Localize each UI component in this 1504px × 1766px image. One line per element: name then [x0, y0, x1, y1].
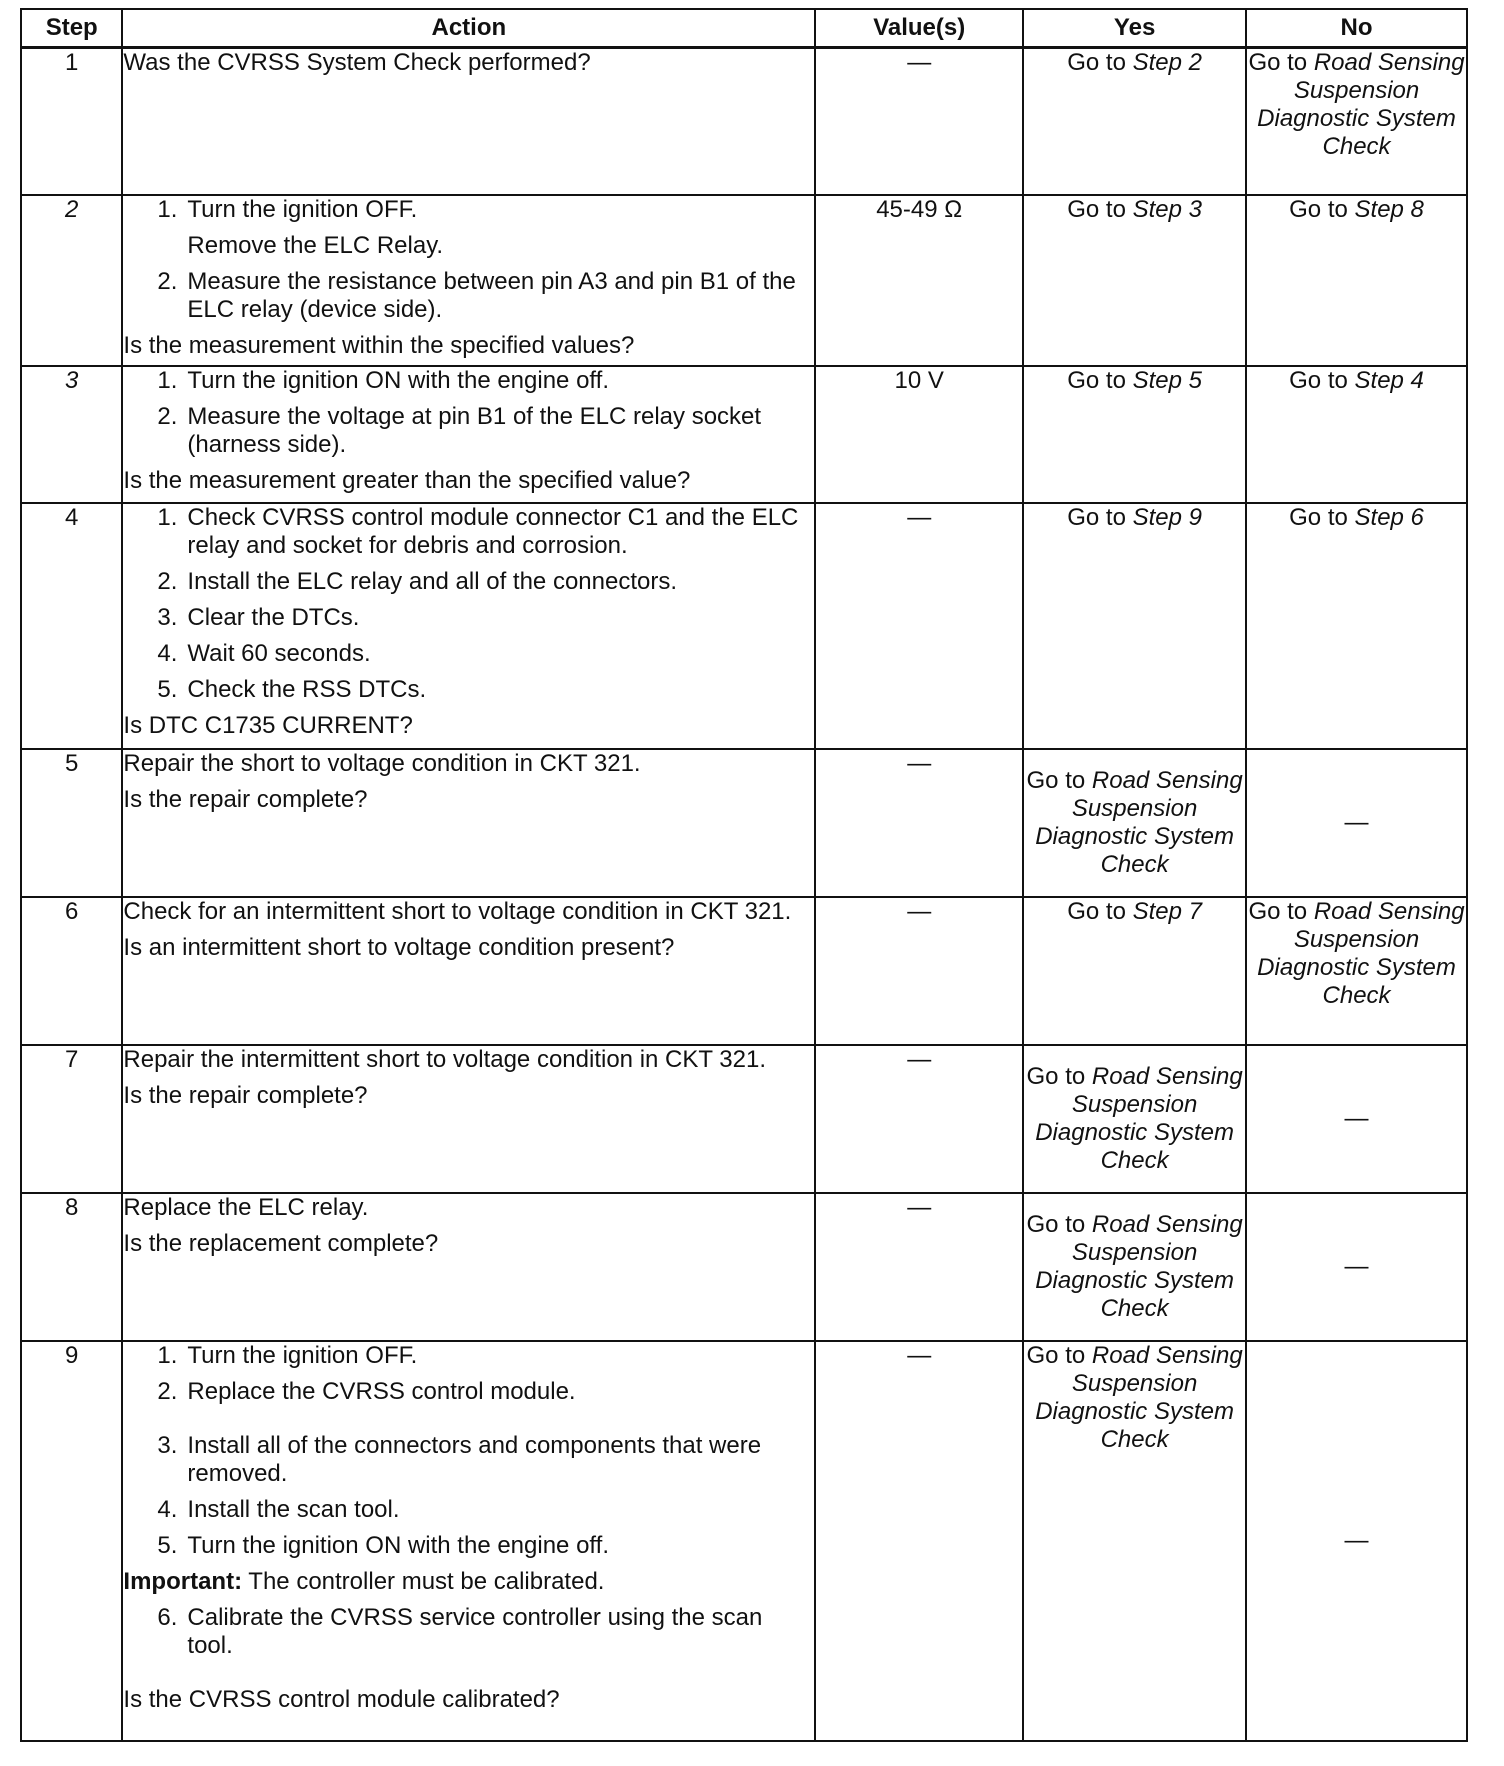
action-cell: [122, 48, 815, 195]
no-cell: [1246, 48, 1467, 195]
table-row: [21, 1045, 1467, 1193]
important-note: [123, 1568, 814, 1596]
yes-link[interactable]: Road Sensing Suspension Diagnostic System Check: [1035, 766, 1243, 878]
action-question: Is the repair complete?: [123, 1081, 368, 1109]
action-text: Repair the intermittent short to voltage condition in CKT 321.: [123, 1045, 766, 1073]
yes-cell: Go to Road Sensing Suspension Diagnostic System Check: [1023, 1045, 1246, 1193]
action-cell: [122, 366, 815, 503]
yes-cell: Go to Road Sensing Suspension Diagnostic System Check: [1023, 749, 1246, 897]
action-question: Is the measurement within the specified values?: [123, 331, 635, 359]
action-question: Is an intermittent short to voltage condition present?: [123, 933, 675, 961]
value-cell: —: [815, 749, 1023, 897]
value-cell: —: [815, 897, 1023, 1045]
yes-cell: Go to Step 9: [1023, 503, 1246, 749]
important-label: Important:: [123, 1567, 243, 1595]
step-number: 5: [21, 749, 122, 897]
header-values: Value(s): [815, 9, 1023, 48]
list-item: 5. Turn the ignition ON with the engine off.: [157, 1531, 609, 1559]
no-cell: Go to Step 6: [1246, 503, 1467, 749]
yes-link[interactable]: Step 2: [1132, 49, 1202, 76]
table-row: [21, 1341, 1467, 1741]
no-link[interactable]: Road Sensing Suspension Diagnostic System Check: [1257, 897, 1465, 1009]
list-item: 1. Turn the ignition ON with the engine off.: [157, 366, 609, 394]
action-text: Repair the short to voltage condition in CKT 321.: [123, 749, 641, 777]
list-item: 2. Install the ELC relay and all of the connectors.: [157, 567, 678, 595]
table-row: [21, 503, 1467, 749]
no-cell: Go to Step 4: [1246, 366, 1467, 503]
no-prefix: Go to: [1248, 49, 1314, 76]
table-row: [21, 897, 1467, 1045]
value-cell: —: [815, 503, 1023, 749]
yes-link[interactable]: Road Sensing Suspension Diagnostic System Check: [1035, 1062, 1243, 1174]
step-number: 1: [21, 48, 122, 195]
table-row: [21, 195, 1467, 366]
action-cell: [122, 897, 815, 1045]
no-cell: —: [1246, 1341, 1467, 1741]
no-link[interactable]: Road Sensing Suspension Diagnostic System Check: [1257, 49, 1465, 160]
no-link[interactable]: Step 4: [1354, 366, 1424, 394]
step-number: 2: [21, 195, 122, 366]
action-question: Is the CVRSS control module calibrated?: [123, 1685, 560, 1713]
header-yes: Yes: [1023, 9, 1246, 48]
action-cell: [122, 1341, 815, 1741]
list-item: 3. Clear the DTCs.: [157, 603, 360, 631]
list-item: 4. Install the scan tool.: [157, 1495, 400, 1523]
yes-cell: Go to Road Sensing Suspension Diagnostic System Check: [1023, 1193, 1246, 1341]
table-row: [21, 749, 1467, 897]
table-row: [21, 366, 1467, 503]
step-number: 7: [21, 1045, 122, 1193]
yes-link[interactable]: Step 5: [1132, 366, 1202, 394]
value-cell: —: [815, 1341, 1023, 1741]
no-cell: —: [1246, 749, 1467, 897]
action-cell: [122, 1045, 815, 1193]
value-cell: —: [815, 1045, 1023, 1193]
yes-link[interactable]: Step 9: [1132, 503, 1202, 531]
diagnostic-table: [20, 8, 1468, 1742]
header-no: No: [1246, 9, 1467, 48]
yes-cell: Go to Step 5: [1023, 366, 1246, 503]
no-link[interactable]: Step 8: [1354, 195, 1424, 223]
step-number: 4: [21, 503, 122, 749]
step-number: 6: [21, 897, 122, 1045]
header-row: [21, 9, 1467, 48]
list-item: 2. Measure the resistance between pin A3 and pin B1 of the ELC relay (device side).: [157, 267, 796, 323]
header-step: Step: [21, 9, 122, 48]
yes-link[interactable]: Step 3: [1132, 195, 1202, 223]
step-number: 3: [21, 366, 122, 503]
action-question: Is the replacement complete?: [123, 1229, 439, 1257]
value-cell: 10 V: [815, 366, 1023, 503]
no-cell: Go to Step 8: [1246, 195, 1467, 366]
action-question: Is the measurement greater than the specified value?: [123, 466, 691, 494]
value-cell: 45-49 Ω: [815, 195, 1023, 366]
yes-cell: Go to Step 7: [1023, 897, 1246, 1045]
yes-link[interactable]: Step 7: [1132, 897, 1202, 925]
action-cell: [122, 503, 815, 749]
yes-link[interactable]: Road Sensing Suspension Diagnostic System Check: [1035, 1341, 1243, 1453]
action-text: Replace the ELC relay.: [123, 1193, 369, 1221]
list-item: 2. Measure the voltage at pin B1 of the ELC relay socket (harness side).: [157, 402, 762, 458]
action-text: Check for an intermittent short to voltage condition in CKT 321.: [123, 897, 792, 925]
table-row: [21, 1193, 1467, 1341]
list-item: 3. Install all of the connectors and components that were removed.: [157, 1431, 762, 1487]
value-cell: —: [815, 1193, 1023, 1341]
list-item: 1. Turn the ignition OFF.: [157, 1341, 418, 1369]
list-item: 4. Wait 60 seconds.: [157, 639, 371, 667]
no-cell: —: [1246, 1045, 1467, 1193]
list-item: 6. Calibrate the CVRSS service controller using the scan tool.: [157, 1603, 763, 1659]
action-cell: [122, 749, 815, 897]
list-item: 1. Turn the ignition OFF.: [157, 195, 418, 223]
list-item: 1. Check CVRSS control module connector C1 and the ELC relay and socket for debris and corrosion.: [157, 503, 799, 559]
action-question: Is the repair complete?: [123, 785, 368, 813]
action-cell: [122, 195, 815, 366]
no-cell: —: [1246, 1193, 1467, 1341]
table-row: [21, 48, 1467, 195]
action-question: Is DTC C1735 CURRENT?: [123, 711, 413, 739]
important-text: The controller must be calibrated.: [242, 1567, 605, 1595]
no-cell: Go to Road Sensing Suspension Diagnostic System Check: [1246, 897, 1467, 1045]
yes-cell: [1023, 48, 1246, 195]
list-item: 2. Replace the CVRSS control module.: [157, 1377, 576, 1405]
step-number: 9: [21, 1341, 122, 1741]
no-link[interactable]: Step 6: [1354, 503, 1424, 531]
yes-cell: Go to Step 3: [1023, 195, 1246, 366]
step-number: 8: [21, 1193, 122, 1341]
value-cell: —: [815, 48, 1023, 195]
sub-instruction: Remove the ELC Relay.: [187, 231, 444, 259]
yes-prefix: Go to: [1067, 49, 1133, 76]
list-item: 5. Check the RSS DTCs.: [157, 675, 427, 703]
yes-cell: Go to Road Sensing Suspension Diagnostic System Check: [1023, 1341, 1246, 1741]
yes-link[interactable]: Road Sensing Suspension Diagnostic System Check: [1035, 1210, 1243, 1322]
action-cell: [122, 1193, 815, 1341]
action-text: Was the CVRSS System Check performed?: [123, 49, 591, 76]
header-action: Action: [122, 9, 815, 48]
